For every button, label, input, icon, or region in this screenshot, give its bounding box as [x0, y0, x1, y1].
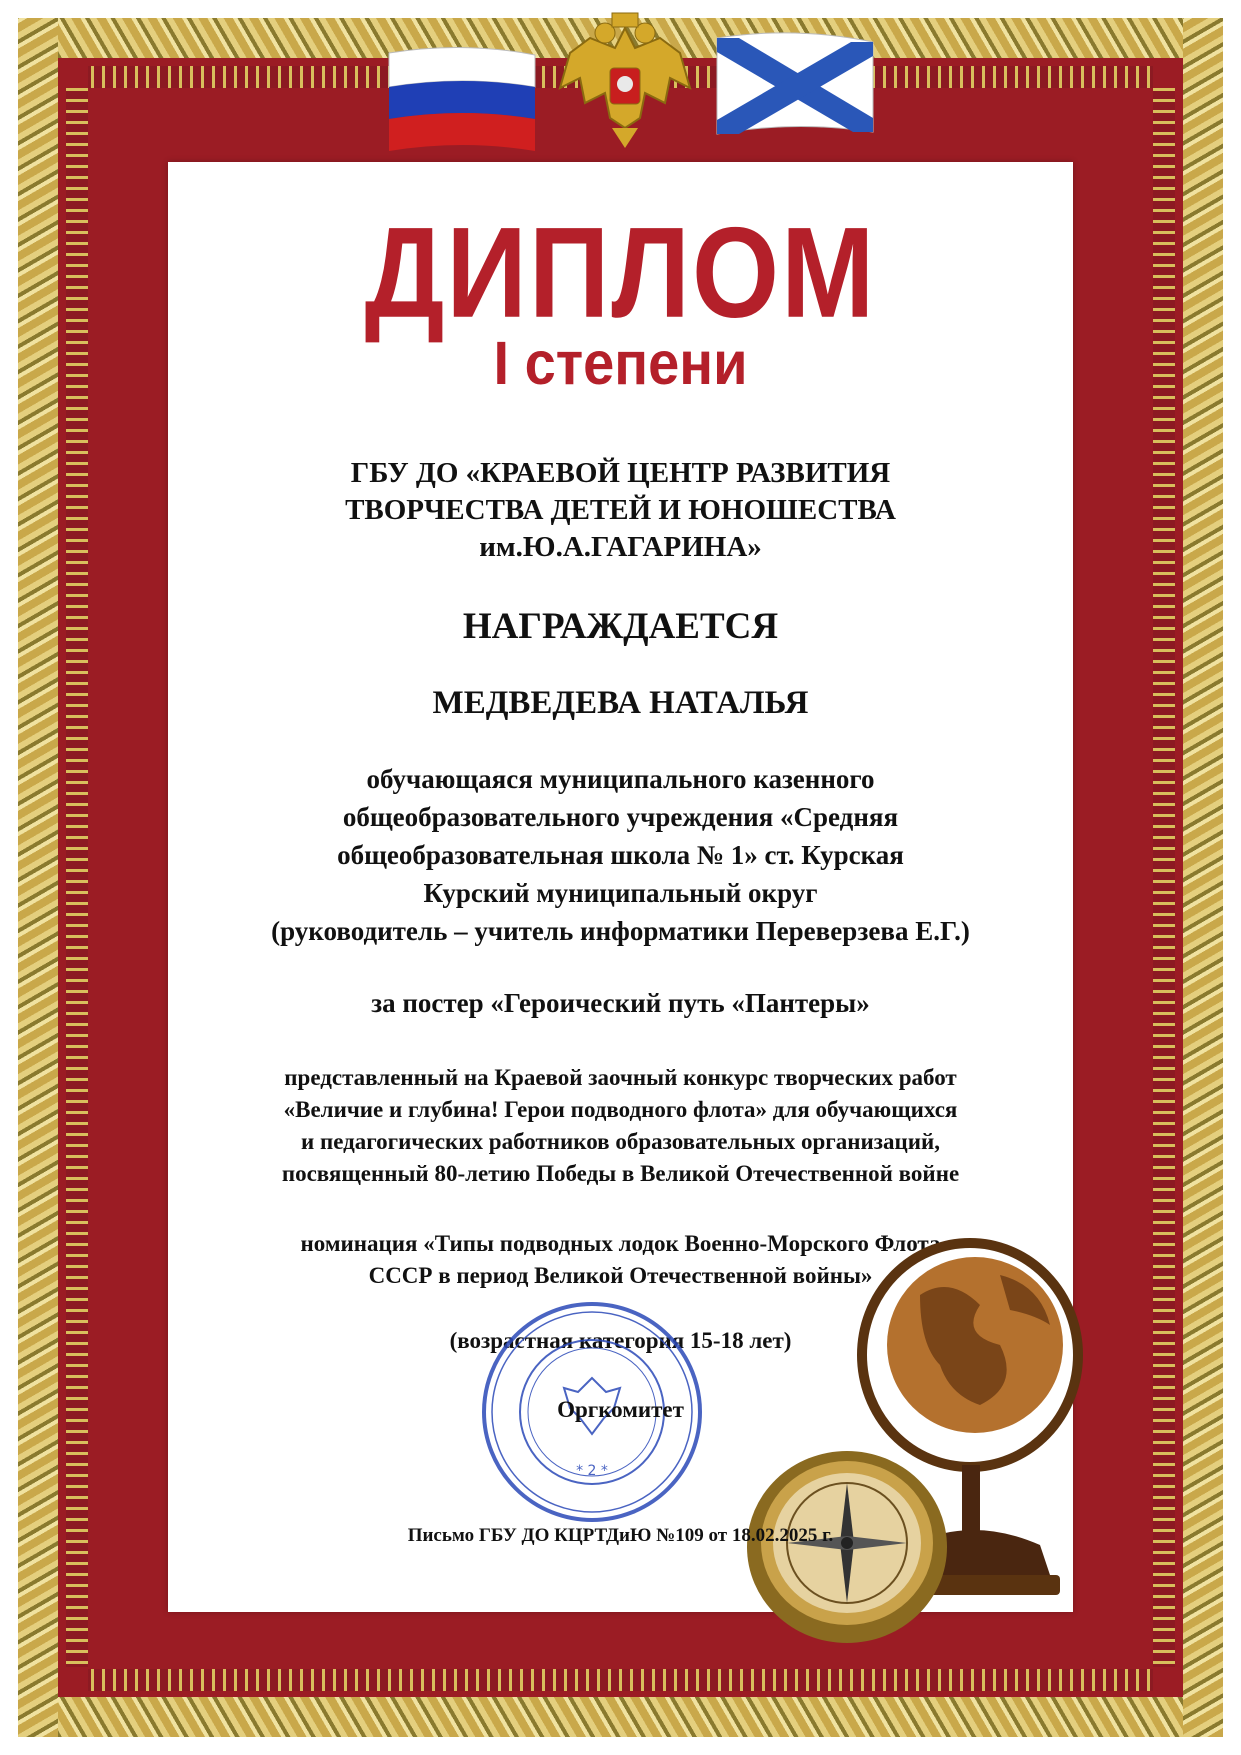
russian-flag-icon — [383, 45, 541, 157]
diploma-degree: I степени — [493, 327, 748, 398]
meander-band-left — [66, 88, 88, 1667]
recipient-description: обучающаяся муниципального казенного общеобразовательного учреждения «Средняя общеобразовательная школа № 1» ст. Курская Курский муниципальный округ (руководитель – учитель информатики Переверзева Е.Г.) — [271, 764, 970, 946]
age-category: (возрастная категория 15-18 лет) — [449, 1328, 792, 1353]
rope-border-left — [18, 18, 58, 1737]
meander-band-right — [1153, 88, 1175, 1667]
andreevsky-flag-icon — [713, 28, 878, 140]
letter-reference: Письмо ГБУ ДО КЦРТДиЮ №109 от 18.02.2025 г. — [407, 1525, 834, 1546]
svg-text:* 2 *: * 2 * — [576, 1463, 608, 1479]
rope-border-right — [1183, 18, 1223, 1737]
nomination: номинация «Типы подводных лодок Военно-Морского Флота СССР в период Великой Отечественной войны» — [300, 1231, 941, 1288]
coat-of-arms-icon — [550, 8, 700, 153]
organization-name: ГБУ ДО «КРАЕВОЙ ЦЕНТР РАЗВИТИЯ ТВОРЧЕСТВА ДЕТЕЙ И ЮНОШЕСТВА им.Ю.А.ГАГАРИНА» — [345, 457, 896, 563]
rope-border-bottom — [18, 1697, 1223, 1737]
diploma-title: ДИПЛОМ — [364, 200, 877, 345]
orgcommittee-label: Оргкомитет — [557, 1397, 684, 1422]
work-title: за постер «Героический путь «Пантеры» — [371, 988, 870, 1018]
contest-description: представленный на Краевой заочный конкурс творческих работ «Величие и глубина! Герои подводного флота» для обучающихся и педагогических работников образовательных организаций, посвященный 80-летию Победы в Великой Отечественной войне — [281, 1065, 960, 1186]
meander-band-bottom — [88, 1669, 1153, 1691]
awarded-heading: НАГРАЖДАЕТСЯ — [462, 606, 779, 647]
recipient-name: МЕДВЕДЕВА НАТАЛЬЯ — [432, 685, 809, 721]
